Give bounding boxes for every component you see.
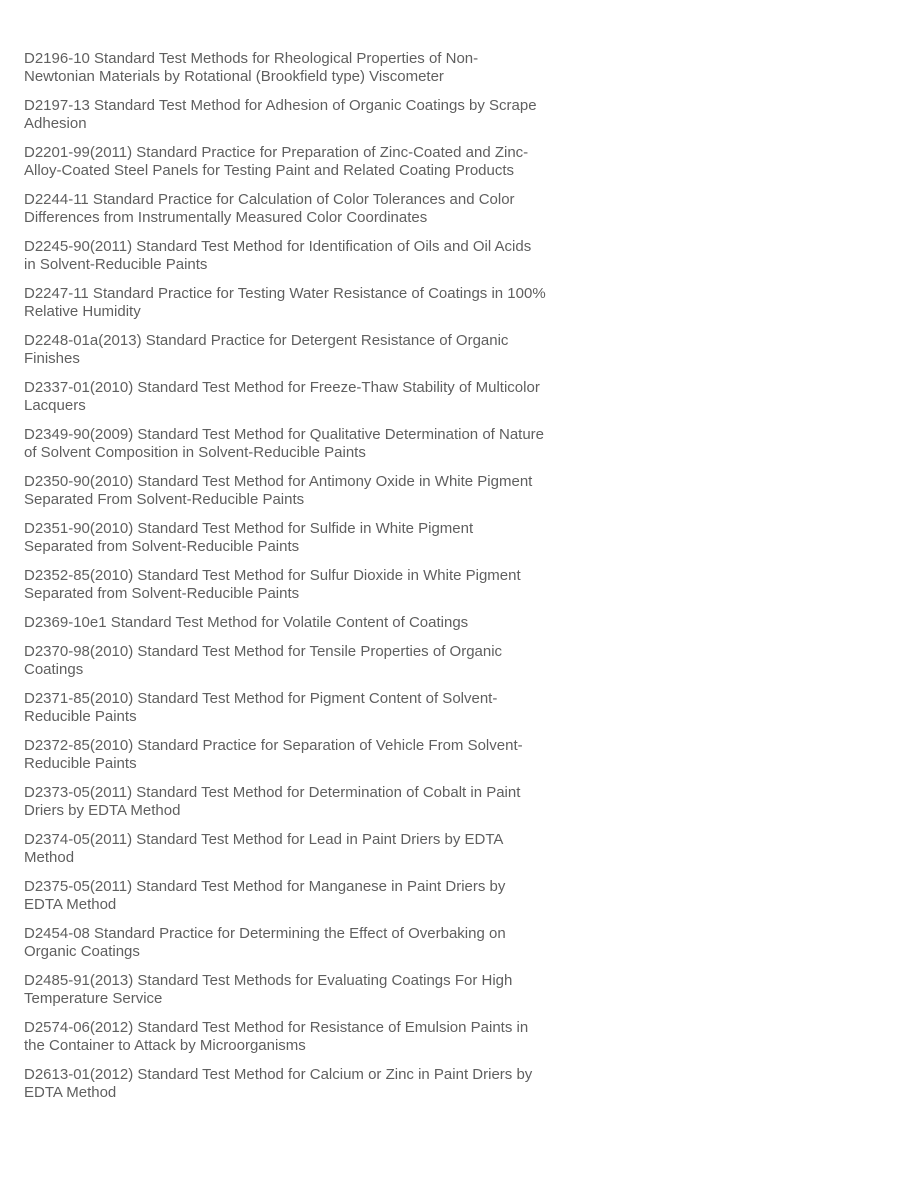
list-item: D2351-90(2010) Standard Test Method for Sulfide in White Pigment Separated from Solvent-Reducible Paints bbox=[24, 520, 474, 555]
list-item: D2372-85(2010) Standard Practice for Separation of Vehicle From Solvent-Reducible Paints bbox=[24, 737, 523, 772]
list-item: D2613-01(2012) Standard Test Method for Calcium or Zinc in Paint Driers by EDTA Method bbox=[24, 1066, 533, 1101]
list-item: D2201-99(2011) Standard Practice for Preparation of Zinc-Coated and Zinc-Alloy-Coated Steel Panels for Testing Paint and Related Coating Products bbox=[24, 144, 529, 179]
list-item: D2349-90(2009) Standard Test Method for Qualitative Determination of Nature of Solvent Composition in Solvent-Reducible Paints bbox=[24, 426, 545, 461]
list-item: D2374-05(2011) Standard Test Method for Lead in Paint Driers by EDTA Method bbox=[24, 831, 503, 866]
list-item: D2350-90(2010) Standard Test Method for Antimony Oxide in White Pigment Separated From Solvent-Reducible Paints bbox=[24, 473, 533, 508]
list-item: D2574-06(2012) Standard Test Method for Resistance of Emulsion Paints in the Container to Attack by Microorganisms bbox=[24, 1019, 529, 1054]
list-item: D2375-05(2011) Standard Test Method for Manganese in Paint Driers by EDTA Method bbox=[24, 878, 506, 913]
standards-list bbox=[24, 50, 546, 1113]
list-item: D2247-11 Standard Practice for Testing Water Resistance of Coatings in 100% Relative Humidity bbox=[24, 285, 546, 320]
list-item: D2197-13 Standard Test Method for Adhesion of Organic Coatings by Scrape Adhesion bbox=[24, 97, 537, 132]
list-item: D2371-85(2010) Standard Test Method for Pigment Content of Solvent-Reducible Paints bbox=[24, 690, 498, 725]
list-item: D2337-01(2010) Standard Test Method for Freeze-Thaw Stability of Multicolor Lacquers bbox=[24, 379, 540, 414]
list-item: D2370-98(2010) Standard Test Method for Tensile Properties of Organic Coatings bbox=[24, 643, 503, 678]
list-item: D2244-11 Standard Practice for Calculation of Color Tolerances and Color Differences from Instrumentally Measured Color Coordinates bbox=[24, 191, 515, 226]
list-item: D2369-10e1 Standard Test Method for Volatile Content of Coatings bbox=[24, 614, 469, 631]
list-item: D2245-90(2011) Standard Test Method for Identification of Oils and Oil Acids in Solvent-Reducible Paints bbox=[24, 238, 532, 273]
list-item: D2485-91(2013) Standard Test Methods for Evaluating Coatings For High Temperature Service bbox=[24, 972, 513, 1007]
list-item: D2373-05(2011) Standard Test Method for Determination of Cobalt in Paint Driers by EDTA Method bbox=[24, 784, 521, 819]
list-item: D2196-10 Standard Test Methods for Rheological Properties of Non-Newtonian Materials by Rotational (Brookfield type) Viscometer bbox=[24, 50, 479, 85]
list-item: D2454-08 Standard Practice for Determining the Effect of Overbaking on Organic Coatings bbox=[24, 925, 506, 960]
list-item: D2352-85(2010) Standard Test Method for Sulfur Dioxide in White Pigment Separated from Solvent-Reducible Paints bbox=[24, 567, 521, 602]
list-item: D2248-01a(2013) Standard Practice for Detergent Resistance of Organic Finishes bbox=[24, 332, 509, 367]
